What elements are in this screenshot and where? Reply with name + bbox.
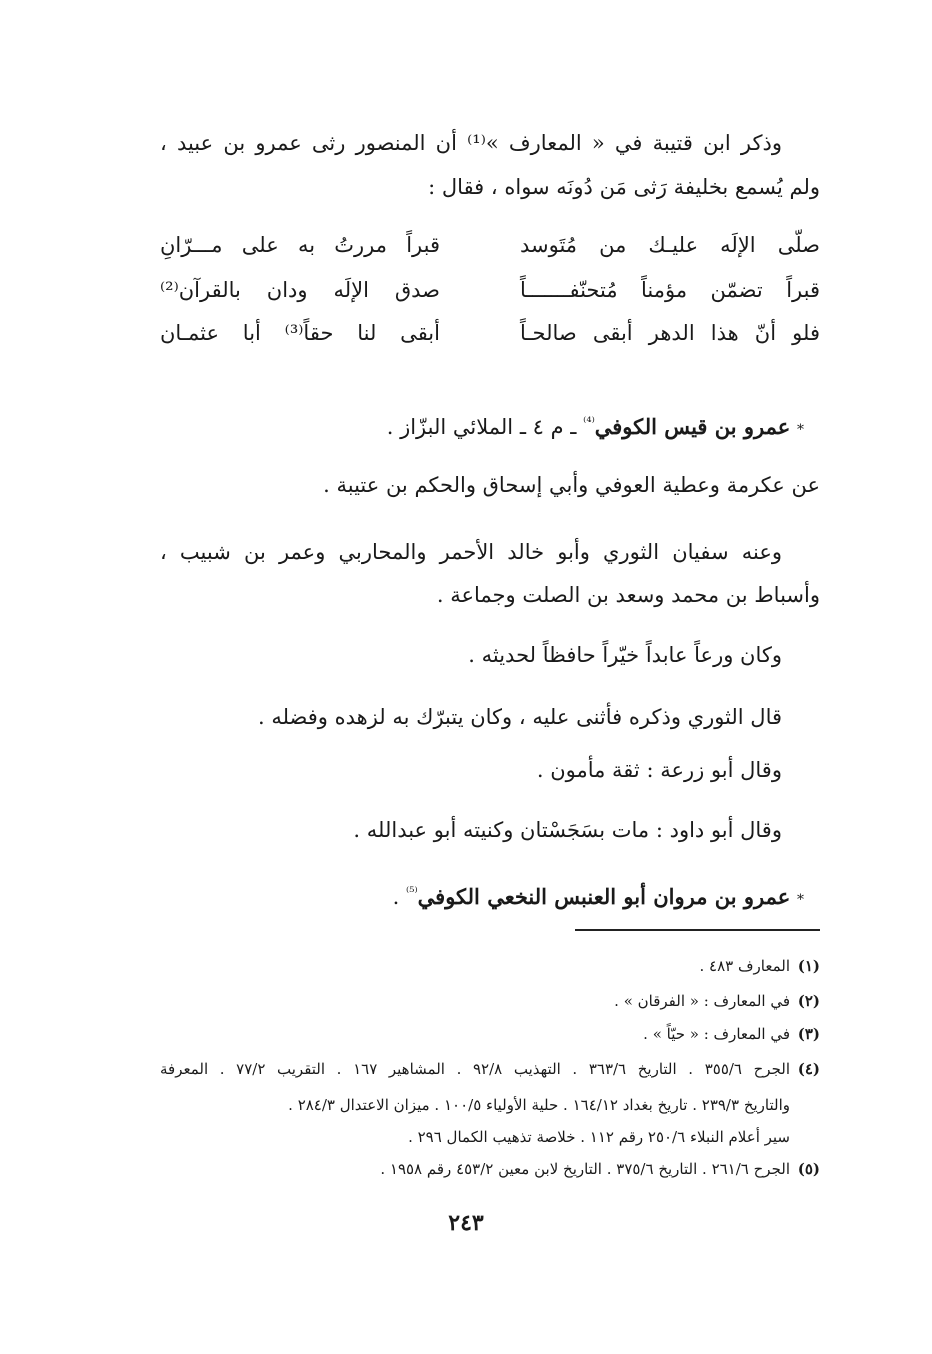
entry-marker: * — [797, 422, 804, 438]
paragraph-character: وكان ورعاً عابداً خيّراً حافظاً لحديثه . — [468, 643, 782, 667]
footnote-1 — [700, 955, 821, 977]
footnote-text: المعارف ٤٨٣ . — [699, 957, 790, 975]
paragraph-teachers: عن عكرمة وعطية العوفي وأبي إسحاق والحكم بن عتيبة . — [323, 473, 820, 497]
intro-line-1: وذكر ابن قتيبة في « المعارف »⁽¹⁾ أن المنصور رثى عمرو بن عبيد ، — [160, 131, 783, 155]
footnote-ref: ⁽⁵⁾ — [406, 885, 418, 900]
entry-details: ـ م ٤ ـ الملائي البزّاز . — [386, 415, 577, 439]
footnote-text: الجرح ٢٦١/٦ . التاريخ ٣٧٥/٦ . التاريخ لابن معين ٤٥٣/٢ رقم ١٩٥٨ . — [380, 1160, 790, 1178]
footnote-3 — [643, 1023, 820, 1045]
verse-3-left: أبقى لنا حقاً⁽³⁾ أبا عثمـان — [160, 321, 440, 345]
verse-1-right: صلّى الإلَه عليـك من مُتَوسد — [520, 233, 820, 257]
paragraph-abu-dawud: وقال أبو داود : مات بسَجَسْتان وكنيته أبو عبدالله . — [353, 818, 782, 842]
entry-name: عمرو بن قيس الكوفي — [594, 414, 791, 439]
footnote-text: في المعارف : « حيّاً » . — [643, 1025, 790, 1043]
footnote-4-cont-2: سير أعلام النبلاء ٢٥٠/٦ رقم ١١٢ . خلاصة تذهيب الكمال ٢٩٦ . — [408, 1128, 790, 1146]
footnote-number: (٤) — [797, 1060, 820, 1078]
entry-marker: * — [797, 892, 804, 908]
verse-2-right: قبراً تضمّن مؤمناً مُتحنّفـــــــاً — [520, 278, 820, 302]
entry-heading-2 — [393, 878, 804, 915]
footnote-4 — [160, 1058, 820, 1080]
paragraph-thawri: قال الثوري وذكره فأثنى عليه ، وكان يتبرّك به لزهده وفضله . — [257, 705, 782, 729]
footnote-number: (٣) — [797, 1025, 820, 1043]
entry-name: عمرو بن مروان أبو العنبس النخعي الكوفي — [417, 884, 791, 909]
footnote-divider — [575, 929, 820, 931]
page-number: ٢٤٣ — [448, 1210, 484, 1236]
footnote-number: (٢) — [797, 992, 820, 1010]
footnote-2 — [614, 990, 820, 1012]
verse-1-left: قبراً مررتُ به على مـــرّانِ — [160, 233, 440, 257]
footnote-text: الجرح ٣٥٥/٦ . التاريخ ٣٦٣/٦ . التهذيب ٩٢/٨ . المشاهير ١٦٧ . التقريب ٧٧/٢ . المعرفة — [160, 1060, 790, 1078]
entry-details: . — [392, 885, 400, 909]
footnote-text: في المعارف : « الفرقان » . — [614, 992, 790, 1010]
footnote-4-cont-1: والتاريخ ٢٣٩/٣ . تاريخ بغداد ١٦٤/١٢ . حلية الأولياء ١٠٠/٥ . ميزان الاعتدال ٢٨٤/٣ . — [288, 1096, 790, 1114]
footnote-5 — [380, 1158, 820, 1180]
intro-line-2: ولم يُسمع بخليفة رَثى مَن دُونَه سواه ، فقال : — [428, 175, 820, 199]
entry-heading-1 — [387, 408, 804, 445]
paragraph-students-line-2: وأسباط بن محمد وسعد بن الصلت وجماعة . — [436, 583, 820, 607]
footnote-number: (٥) — [797, 1160, 820, 1178]
footnote-ref: ⁽⁴⁾ — [583, 415, 595, 430]
footnote-number: (١) — [797, 957, 820, 975]
verse-2-left: صدق الإلَه ودان بالقرآن⁽²⁾ — [160, 278, 440, 302]
paragraph-abu-zurah: وقال أبو زرعة : ثقة مأمون . — [536, 758, 782, 782]
paragraph-students-line-1: وعنه سفيان الثوري وأبو خالد الأحمر والمحاربي وعمر بن شبيب ، — [160, 540, 782, 564]
verse-3-right: فلو أنّ هذا الدهر أبقى صالحـاً — [520, 321, 820, 345]
